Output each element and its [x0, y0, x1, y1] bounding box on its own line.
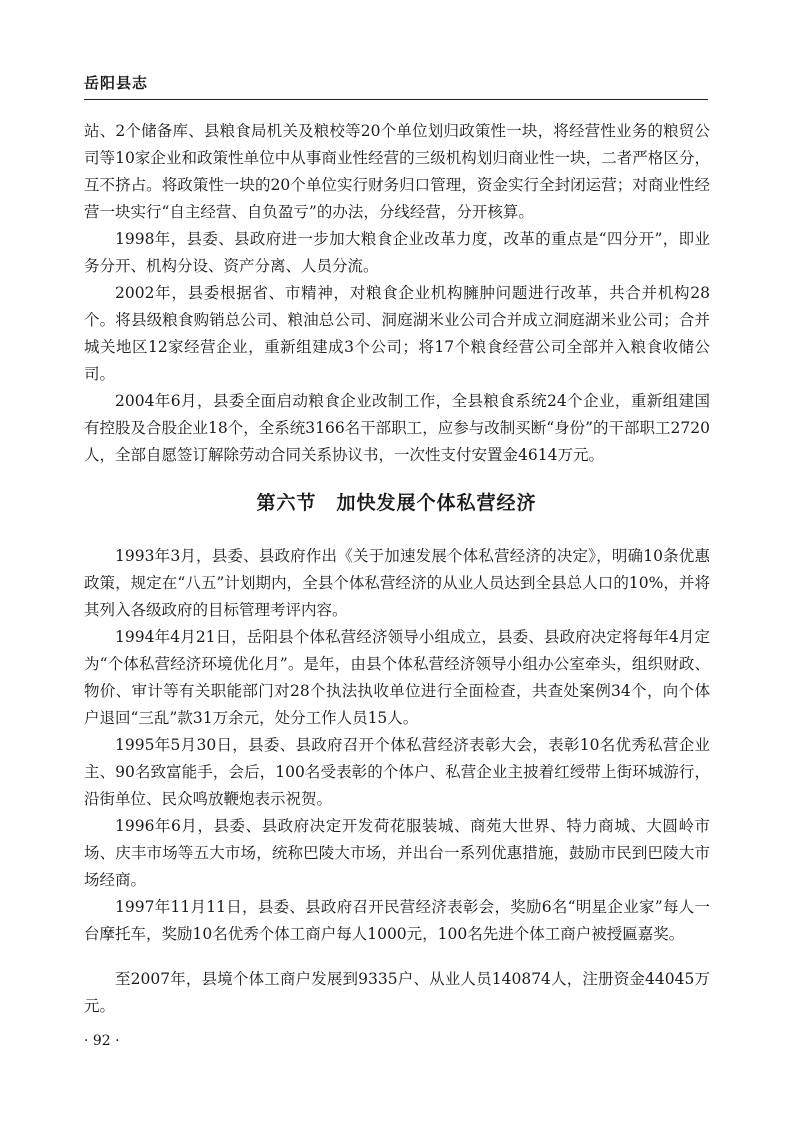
section-heading: 第六节 加快发展个体私营经济 — [256, 492, 537, 514]
paragraph-1996: 1996年6月，县委、县政府决定开发荷花服装城、商苑大世界、特力商城、大圆岭市场、庆丰市场等五大市场，统称巴陵大市场，并出台一系列优惠措施，鼓励市民到巴陵大市场经商。 — [84, 817, 710, 889]
paragraph-continued: 站、2个储备库、县粮食局机关及粮校等20个单位划归政策性一块，将经营性业务的粮贸公司等10家企业和政策性单位中从事商业性经营的三级机构划归商业性一块，二者严格区分，互不挤占。将政策性一块的20个单位实行财务归口管理，资金实行全封闭运营；对商业性经营一块实行“自主经营、自负盈亏”的办法，分线经营，分开核算。 — [84, 122, 710, 221]
running-header-title: 岳阳县志 — [84, 74, 149, 92]
paragraph-2004: 2004年6月，县委全面启动粮食企业改制工作，全县粮食系统24个企业，重新组建国有控股及合股企业18个，全系统3166名干部职工，应参与改制买断“身份”的干部职工2720人，全部自愿签订解除劳动合同关系协议书，一次性支付安置金4614万元。 — [84, 392, 710, 464]
paragraph-1998: 1998年，县委、县政府进一步加大粮食企业改革力度，改革的重点是“四分开”，即业务分开、机构分设、资产分离、人员分流。 — [84, 230, 710, 275]
header-divider — [84, 99, 708, 100]
paragraph-1993: 1993年3月，县委、县政府作出《关于加速发展个体私营经济的决定》，明确10条优惠政策，规定在“八五”计划期内，全县个体私营经济的从业人员达到全县总人口的10%，并将其列入各级政府的目标管理考评内容。 — [84, 547, 710, 619]
paragraph-1995: 1995年5月30日，县委、县政府召开个体私营经济表彰大会，表彰10名优秀私营企业主、90名致富能手，会后，100名受表彰的个体户、私营企业主披着红绶带上街环城游行，沿街单位、民众鸣放鞭炮表示祝贺。 — [84, 736, 710, 808]
paragraph-1997: 1997年11月11日，县委、县政府召开民营经济表彰会，奖励6名“明星企业家”每人一台摩托车，奖励10名优秀个体工商户每人1000元，100名先进个体工商户被授匾嘉奖。 — [84, 898, 710, 943]
paragraph-1994: 1994年4月21日，岳阳县个体私营经济领导小组成立，县委、县政府决定将每年4月定为“个体私营经济环境优化月”。是年，由县个体私营经济领导小组办公室牵头，组织财政、物价、审计等有关职能部门对28个执法执收单位进行全面检查，共查处案例34个，向个体户退回“三乱”款31万余元，处分工作人员15人。 — [84, 628, 710, 727]
paragraph-2007: 至2007年，县境个体工商户发展到9335户、从业人员140874人，注册资金44045万元。 — [84, 970, 710, 1015]
paragraph-2002: 2002年，县委根据省、市精神，对粮食企业机构臃肿问题进行改革，共合并机构28个。将县级粮食购销总公司、粮油总公司、洞庭湖米业公司合并成立洞庭湖米业公司；合并城关地区12家经营企业，重新组建成3个公司；将17个粮食经营公司全部并入粮食收储公司。 — [84, 284, 710, 383]
page-number: · 92 · — [84, 1033, 120, 1049]
